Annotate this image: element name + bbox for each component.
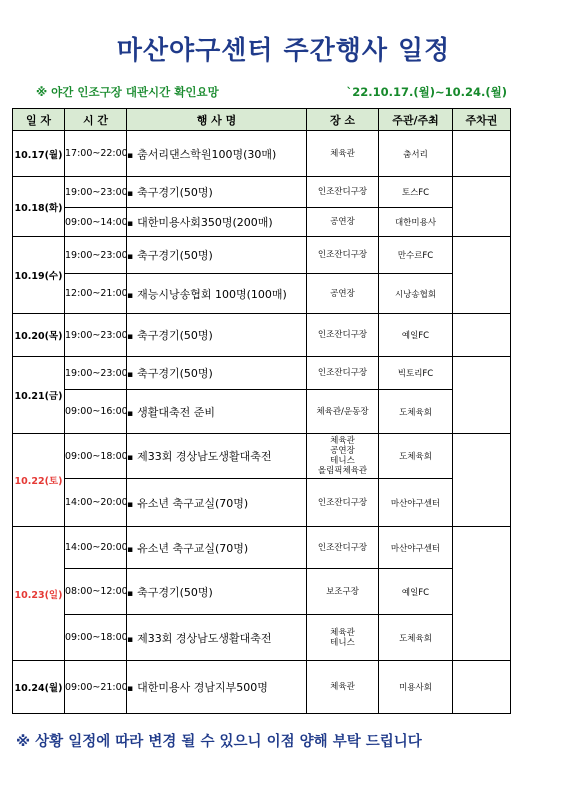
host-cell: 대한미용사: [379, 208, 453, 237]
event-cell: [127, 208, 307, 237]
header-parking: 주차권: [453, 109, 511, 131]
event-cell: [127, 569, 307, 615]
bullet-icon: ▪: [127, 408, 134, 419]
host-cell: 도체육회: [379, 615, 453, 661]
header-date: 일 자: [13, 109, 65, 131]
event-name: 대한미용사회350명(200매): [137, 216, 273, 229]
bullet-icon: ▪: [127, 252, 134, 262]
table-row: [13, 615, 511, 661]
time-cell: 12:00~21:00: [65, 274, 127, 314]
event-name: 축구경기(50명): [137, 329, 213, 342]
event-name: 축구경기(50명): [137, 367, 213, 380]
header-place: 장 소: [307, 109, 379, 131]
host-cell: 시낭송협회: [379, 274, 453, 314]
event-cell: [127, 434, 307, 479]
event-cell: [127, 357, 307, 390]
parking-cell: [453, 177, 511, 237]
place-line: 올림픽체육관: [317, 466, 368, 476]
event-name: 생활대축전 준비: [137, 405, 215, 419]
table-row: [13, 390, 511, 434]
table-row: [13, 274, 511, 314]
time-cell: 19:00~23:00: [65, 237, 127, 274]
host-cell: 예일FC: [379, 569, 453, 615]
table-row: [13, 237, 511, 274]
bullet-icon: ▪: [127, 499, 134, 510]
date-cell: 10.19(수): [13, 237, 65, 314]
time-cell: 19:00~23:00: [65, 357, 127, 390]
place-line: 체육관: [330, 627, 355, 638]
event-cell: [127, 479, 307, 527]
event-name: 유소년 축구교실(70명): [137, 496, 249, 510]
event-cell: [127, 314, 307, 357]
bullet-icon: ▪: [127, 370, 134, 380]
place-cell: 인조잔디구장: [307, 237, 379, 274]
notice-text: ※ 야간 인조구장 대관시간 확인요망: [36, 85, 219, 99]
table-row: [13, 177, 511, 208]
place-cell: 인조잔디구장: [307, 177, 379, 208]
time-cell: 09:00~16:00: [65, 390, 127, 434]
bullet-icon: ▪: [127, 544, 134, 555]
date-cell: 10.17(월): [13, 131, 65, 177]
place-cell: 체육관: [307, 131, 379, 177]
header-event: 행 사 명: [127, 109, 307, 131]
place-cell: 보조구장: [307, 569, 379, 615]
host-cell: 마산야구센터: [379, 527, 453, 569]
parking-cell: [453, 661, 511, 714]
table-row: [13, 434, 511, 479]
table-row: [13, 661, 511, 714]
place-cell: 인조잔디구장: [307, 357, 379, 390]
time-cell: 09:00~18:00: [65, 615, 127, 661]
page-title: 마산야구센터 주간행사 일정: [116, 36, 451, 66]
host-cell: 미용사회: [379, 661, 453, 714]
event-name: 유소년 축구교실(70명): [137, 541, 249, 555]
place-cell: 인조잔디구장: [307, 527, 379, 569]
date-cell: 10.20(목): [13, 314, 65, 357]
place-cell: 공연장: [307, 274, 379, 314]
date-cell: 10.24(월): [13, 661, 65, 714]
host-cell: 춤서리: [379, 131, 453, 177]
event-cell: [127, 527, 307, 569]
host-cell: 토스FC: [379, 177, 453, 208]
footer-notice: ※ 상황 일정에 따라 변경 될 수 있으니 이점 양해 부탁 드립니다: [16, 734, 422, 750]
parking-cell: [453, 314, 511, 357]
place-line: 체육관: [330, 436, 355, 446]
bullet-icon: ▪: [127, 684, 134, 694]
place-cell: 공연장: [307, 208, 379, 237]
table-row: [13, 208, 511, 237]
time-cell: 19:00~23:00: [65, 177, 127, 208]
event-name: 춤서리댄스학원100명(30매): [137, 147, 277, 161]
parking-cell: [453, 357, 511, 434]
parking-cell: [453, 527, 511, 661]
time-cell: 09:00~21:00: [65, 661, 127, 714]
header-row: [13, 109, 511, 131]
event-cell: [127, 615, 307, 661]
event-name: 제33회 경상남도생활대축전: [137, 450, 272, 463]
host-cell: 예일FC: [379, 314, 453, 357]
event-name: 재능시낭송협회 100명(100매): [137, 287, 287, 301]
place-cell: 인조잔디구장: [307, 479, 379, 527]
place-line: 테니스: [330, 637, 355, 648]
header-host: 주관/주최: [379, 109, 453, 131]
bullet-icon: ▪: [127, 634, 134, 645]
date-cell: 10.21(금): [13, 357, 65, 434]
place-line: 공연장: [330, 446, 355, 456]
event-cell: [127, 177, 307, 208]
time-cell: 17:00~22:00: [65, 131, 127, 177]
place-cell: [307, 434, 379, 479]
time-cell: 08:00~12:00: [65, 569, 127, 615]
date-cell: 10.23(일): [13, 527, 65, 661]
time-cell: 14:00~20:00: [65, 527, 127, 569]
event-cell: [127, 237, 307, 274]
bullet-icon: ▪: [127, 189, 134, 199]
table-row: [13, 527, 511, 569]
bullet-icon: ▪: [127, 588, 134, 599]
place-cell: [307, 615, 379, 661]
table-row: [13, 131, 511, 177]
host-cell: 마산야구센터: [379, 479, 453, 527]
event-name: 대한미용사 경남지부500명: [137, 681, 268, 694]
schedule-table: [12, 108, 511, 714]
time-cell: 19:00~23:00: [65, 314, 127, 357]
event-cell: [127, 661, 307, 714]
host-cell: 도체육회: [379, 434, 453, 479]
parking-cell: [453, 237, 511, 314]
place-cell: 체육관: [307, 661, 379, 714]
event-name: 축구경기(50명): [137, 186, 213, 199]
parking-cell: [453, 131, 511, 177]
place-line: 테니스: [330, 456, 355, 466]
event-name: 제33회 경상남도생활대축전: [137, 631, 272, 645]
bullet-icon: ▪: [127, 219, 134, 229]
table-row: [13, 479, 511, 527]
parking-cell: [453, 434, 511, 527]
time-cell: 09:00~18:00: [65, 434, 127, 479]
period-text: `22.10.17.(월)~10.24.(월): [346, 85, 507, 99]
time-cell: 09:00~14:00: [65, 208, 127, 237]
time-cell: 14:00~20:00: [65, 479, 127, 527]
place-cell: 체육관/운동장: [307, 390, 379, 434]
date-cell: 10.18(화): [13, 177, 65, 237]
bullet-icon: ▪: [127, 290, 134, 301]
table-row: [13, 314, 511, 357]
host-cell: 도체육회: [379, 390, 453, 434]
table-row: [13, 569, 511, 615]
bullet-icon: ▪: [127, 453, 134, 463]
event-name: 축구경기(50명): [137, 249, 213, 262]
event-cell: [127, 390, 307, 434]
host-cell: 빅토리FC: [379, 357, 453, 390]
place-cell: 인조잔디구장: [307, 314, 379, 357]
bullet-icon: ▪: [127, 150, 134, 161]
event-cell: [127, 274, 307, 314]
table-row: [13, 357, 511, 390]
event-name: 축구경기(50명): [137, 585, 213, 599]
date-cell: 10.22(토): [13, 434, 65, 527]
header-time: 시 간: [65, 109, 127, 131]
event-cell: [127, 131, 307, 177]
bullet-icon: ▪: [127, 332, 134, 342]
host-cell: 만수르FC: [379, 237, 453, 274]
